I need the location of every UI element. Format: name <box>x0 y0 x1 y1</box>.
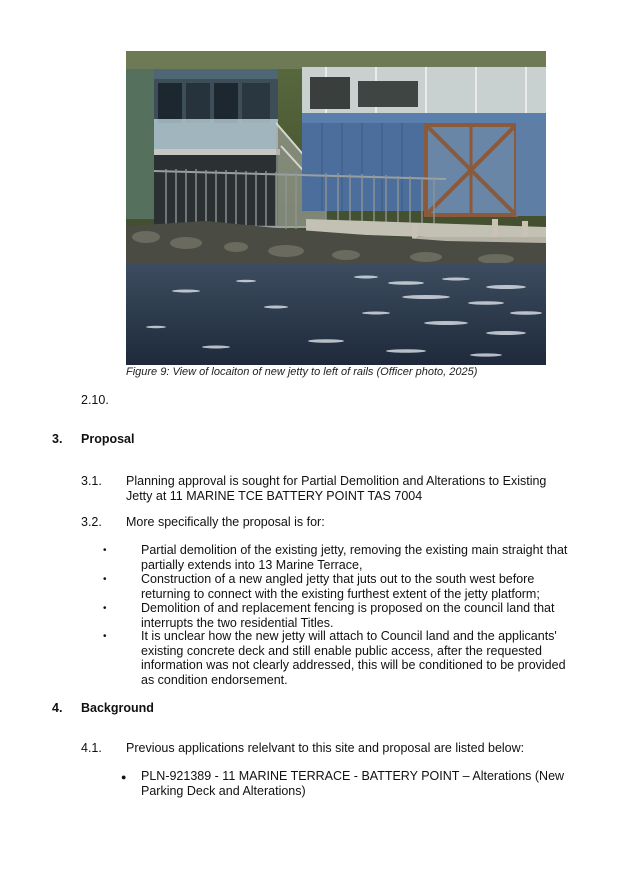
list-item-line: existing concrete deck and still enable public access, after the requested <box>141 643 542 658</box>
item-3-2-number: 3.2. <box>81 515 102 529</box>
item-3-1-line-2: Jetty at 11 MARINE TCE BATTERY POINT TAS 7004 <box>126 488 423 503</box>
list-item-line: as condition endorsement. <box>141 672 288 687</box>
item-4-1-text: Previous applications relelvant to this site and proposal are listed below: <box>126 741 525 755</box>
list-item <box>141 769 564 798</box>
list-item-line: Parking Deck and Alterations) <box>141 783 306 798</box>
bullet-icon: • <box>103 603 107 614</box>
list-item-line: PLN-921389 - 11 MARINE TERRACE - BATTERY POINT – Alterations (New <box>141 769 565 783</box>
bullet-icon: ● <box>121 772 127 782</box>
list-item <box>141 572 540 601</box>
section-4-title: Background <box>81 701 154 715</box>
list-item-line: It is unclear how the new jetty will attach to Council land and the applicants' <box>141 629 557 643</box>
item-4-1-number: 4.1. <box>81 741 102 755</box>
bullet-icon: • <box>103 631 107 642</box>
list-item <box>141 629 566 687</box>
bullet-icon: • <box>103 545 107 556</box>
figure-caption: Figure 9: View of locaiton of new jetty to left of rails (Officer photo, 2025) <box>126 366 478 378</box>
list-item-line: Construction of a new angled jetty that juts out to the south west before <box>141 572 535 586</box>
bullet-icon: • <box>103 574 107 585</box>
item-3-1-text <box>126 474 546 503</box>
list-item-line: information was not clearly addressed, this will be conditioned to be provided <box>141 658 566 672</box>
section-4-number: 4. <box>52 701 63 715</box>
section-3-title: Proposal <box>81 432 135 446</box>
list-item <box>141 601 554 630</box>
item-3-2-text: More specifically the proposal is for: <box>126 515 325 529</box>
item-3-1-line-1: Planning approval is sought for Partial Demolition and Alterations to Existing <box>126 474 547 488</box>
figure-9-photo <box>126 51 546 365</box>
list-item-line: interrupts the two residential Titles. <box>141 615 334 630</box>
item-3-1-number: 3.1. <box>81 474 102 488</box>
section-3-number: 3. <box>52 432 63 446</box>
item-2-10-number: 2.10. <box>81 393 109 407</box>
list-item-line: Demolition of and replacement fencing is proposed on the council land that <box>141 601 555 615</box>
list-item-line: returning to connect with the existing furthest extent of the jetty platform; <box>141 586 540 601</box>
list-item <box>141 543 567 572</box>
list-item-line: Partial demolition of the existing jetty, removing the existing main straight that <box>141 543 568 557</box>
list-item-line: partially extends into 13 Marine Terrace, <box>141 557 363 572</box>
